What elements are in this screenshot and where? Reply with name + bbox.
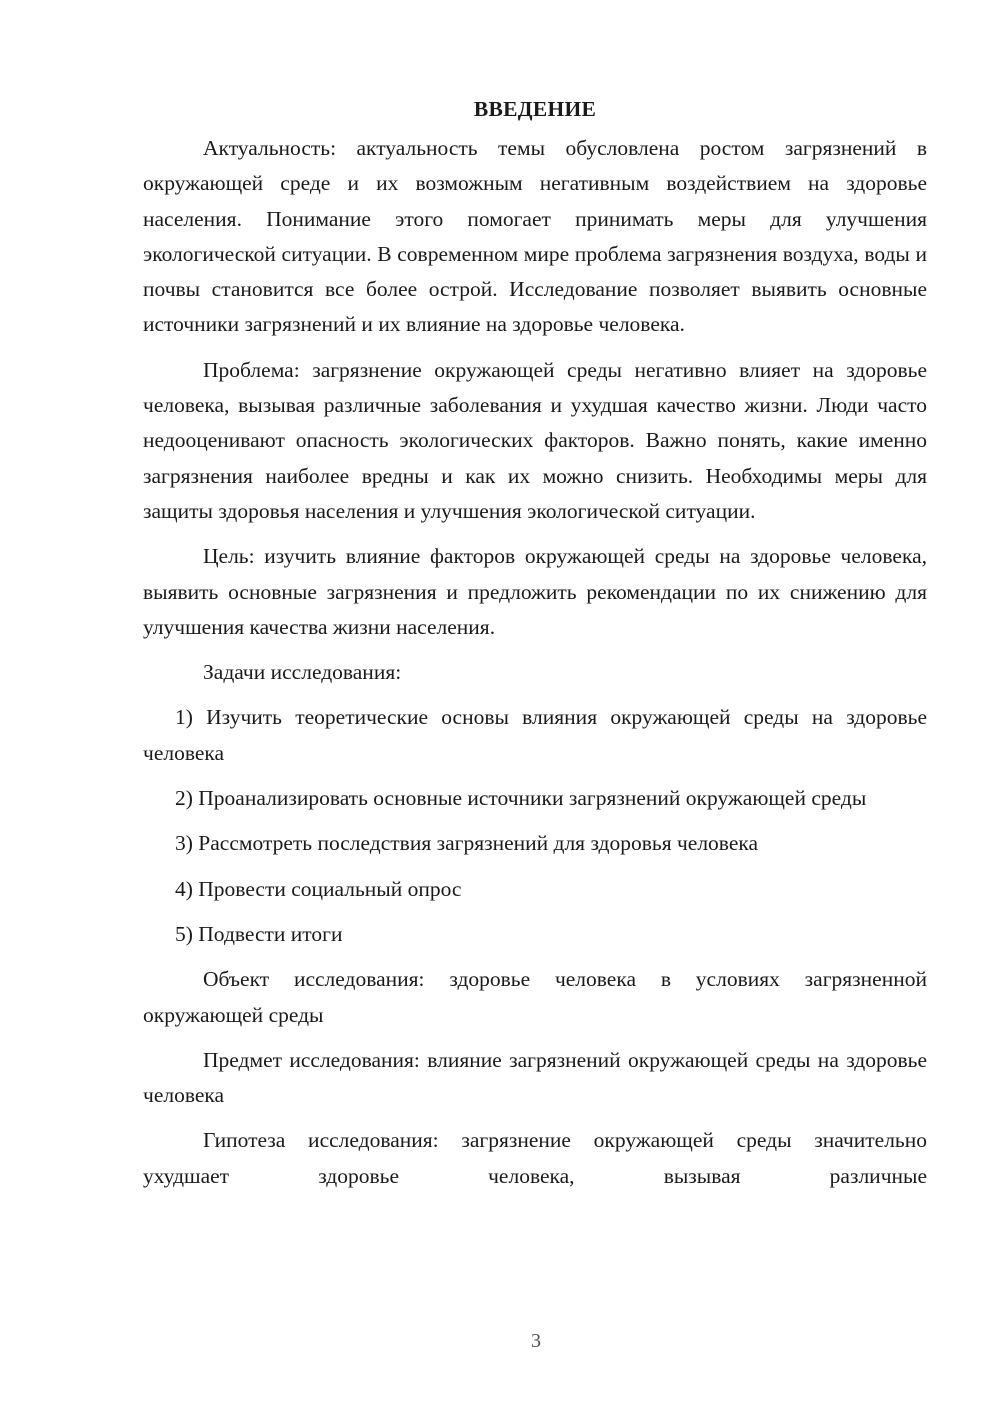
task-item: 3) Рассмотреть последствия загрязнений для здоровья человека	[175, 831, 759, 856]
page-number: 3	[531, 1330, 541, 1352]
tasks-heading: Задачи исследования:	[203, 660, 402, 685]
subject-paragraph: Предмет исследования: влияние загрязнений окружающей среды на здоровье человека	[143, 1047, 927, 1108]
goal-paragraph: Цель: изучить влияние факторов окружающей среды на здоровье человека, выявить основные загрязнения и предложить рекомендации по их снижению для улучшения качества жизни населения.	[143, 544, 927, 639]
problem-paragraph: Проблема: загрязнение окружающей среды негативно влияет на здоровье человека, вызывая различные заболевания и ухудшая качество жизни. Люди часто недооценивают опасность экологических факторов. Важно понять, какие именно загрязнения наиболее вредны и как их можно снизить. Необходимы меры для защиты здоровья населения и улучшения экологической ситуации.	[143, 357, 927, 523]
object-paragraph: Объект исследования: здоровье человека в условиях загрязненной окружающей среды	[143, 967, 927, 1027]
task-item: 2) Проанализировать основные источники загрязнений окружающей среды	[175, 786, 867, 811]
hypothesis-paragraph: Гипотеза исследования: загрязнение окружающей среды значительно ухудшает здоровье человека, вызывая различные	[143, 1128, 927, 1188]
task-item: 5) Подвести итоги	[175, 921, 343, 946]
relevance-paragraph: Актуальность: актуальность темы обусловлена ростом загрязнений в окружающей среде и их возможным негативным воздействием на здоровье населения. Понимание этого помогает принимать меры для улучшения экологической ситуации. В современном мире проблема загрязнения воздуха, воды и почвы становится все более острой. Исследование позволяет выявить основные источники загрязнений и их влияние на здоровье человека.	[143, 136, 927, 337]
task-item: 1) Изучить теоретические основы влияния окружающей среды на здоровье человека	[143, 705, 927, 765]
section-title: ВВЕДЕНИЕ	[473, 97, 597, 121]
document-page	[143, 92, 927, 1204]
task-item: 4) Провести социальный опрос	[175, 876, 462, 901]
